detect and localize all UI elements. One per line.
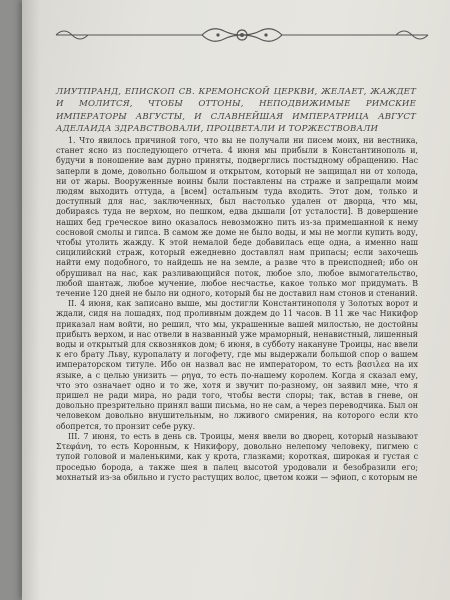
ornamental-header-icon (52, 24, 432, 46)
body-text (56, 136, 418, 483)
chapter-heading: ЛИУТПРАНД, ЕПИСКОП СВ. КРЕМОНСКОЙ ЦЕРКВИ, ЖЕЛАЕТ, ЖАЖДЕТ И МОЛИТСЯ, ЧТОБЫ ОТТОНЫ, НЕПОДВИЖИМЫЕ РИМСКИЕ ИМПЕРАТОРЫ АВГУСТЫ, И СЛАВНЕЙШАЯ ИМПЕРАТРИЦА АВГУСТ АДЕЛАИДА ЗДРАВСТВОВАЛИ, ПРОЦВЕТАЛИ И ТОРЖЕСТВОВАЛИ (56, 87, 416, 134)
paragraph: 1. Что явилось причиной того, что вы не получали ни писем моих, ни вестника, станет ясно из последующего отчета. 4 июня мы прибыли в Константинополь и, будучи в поношение вам дурно приняты, подверглись постыдному обращению. Нас заперли в доме, довольно большом и открытом, который не защищал ни от холода, ни от жары. Вооруженные воины были поставлены на страже и запрещали моим людям выходить оттуда, а [всем] остальным туда входить. Этот дом, только и доступный для нас, заключенных, был настолько удален от дворца, что мы, добираясь туда не верхом, но пешком, едва дышали [от усталости]. В довершение наших бед греческое вино оказалось невозможно пить из-за примешанной к нему сосновой смолы и гипса. В самом же доме не было воды, и мы не могли купить воду, чтобы утолить жажду. К этой немалой беде добавилась еще одна, а именно наш сицилийский страж, который ежедневно доставлял нам припасы; если захочешь найти ему подобного, то найдешь не на земле, а разве что в преисподней; ибо он обрушивал на нас, как разливающийся поток, любое зло, любое вымогательство, любой шантаж, любое мучение, любое несчастье, какое только мог придумать. В течение 120 дней не было ни одного, который бы не доставил нам стонов и стенаний. (56, 136, 418, 299)
paragraph: II. 4 июня, как записано выше, мы достигли Константинополя у Золотых ворот и ждали, сидя на лошадях, под проливным дождем до 11 часов. В 11 же час Никифор приказал нам войти, но решил, что мы, украшенные вашей милостью, не достойны прибыть верхом, и нас отвели в названный уже мраморный, ненавистный, лишенный воды и открытый для сквозняков дом; 6 июня, в субботу накануне Троицы, нас ввели к его брату Льву, куропалату и логофету, где мы выдержали большой спор о вашем императорском титуле. Ибо он назвал вас не императором, то есть βασιλεα на их языке, а с целью унизить — ρηγα, то есть по-нашему королем. Когда я сказал ему, что это означает одно и то же, хотя и звучит по-разному, он заявил мне, что я пришел не ради мира, но ради того, чтобы вести споры; так, встав в гневе, он довольно презрительно принял ваши письма, но не сам, а через переводчика. Был он человеком довольно внушительным, но лживого смирения, на которого если кто обопрется, то пронзит себе руку. (56, 299, 418, 431)
paragraph: III. 7 июня, то есть в день св. Троицы, меня ввели во дворец, который называют Στεφάνη, то есть Коронным, к Никифору, довольно нелепому человеку, пигмею с тупой головой и маленькими, как у крота, глазками; короткая, широкая и густая с проседью борода, а также шея в палец высотой уродовали и безобразили его; мохнатый из-за обильно и густо растущих волос, цветом кожи — эфиоп, с которым не (56, 431, 418, 482)
gutter-shadow (22, 0, 40, 600)
book-page (22, 0, 450, 600)
